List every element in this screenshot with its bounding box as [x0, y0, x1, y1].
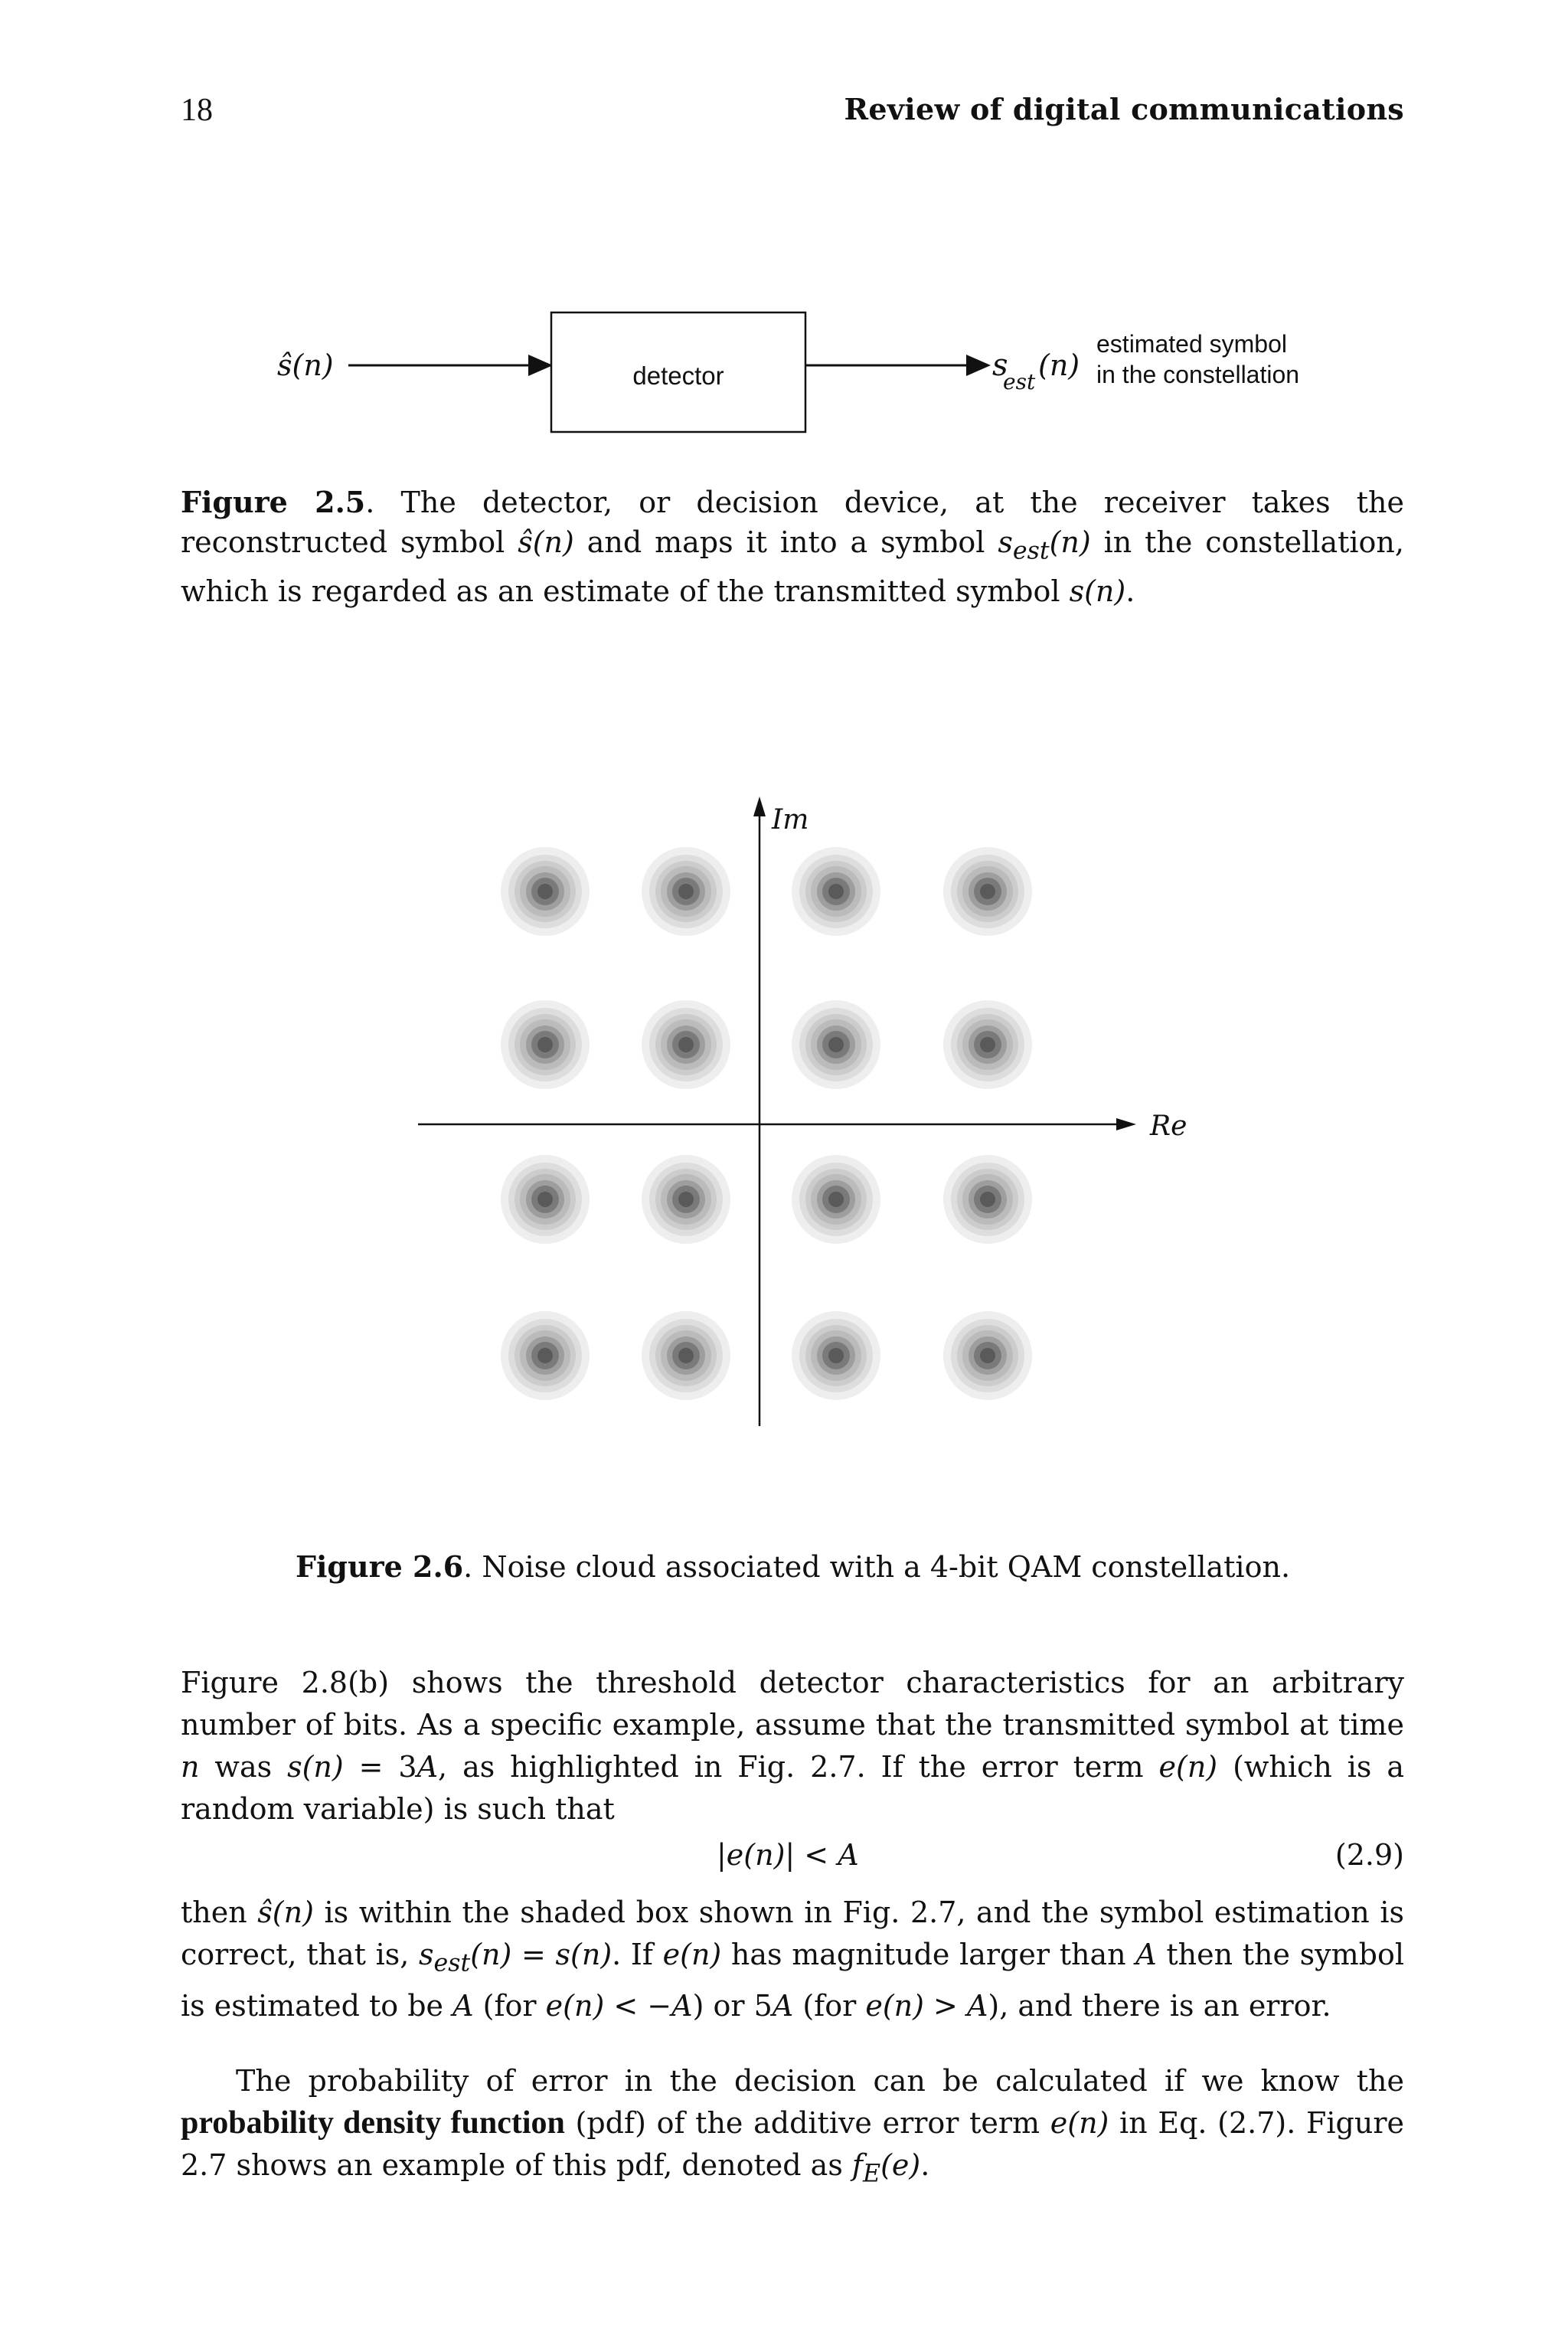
running-head: Review of digital communications	[844, 92, 1404, 126]
im-axis-label: Im	[772, 804, 809, 836]
noise-cloud-symbol	[943, 1155, 1032, 1244]
noise-cloud-symbol	[642, 1311, 730, 1400]
re-axis-label: Re	[1150, 1111, 1187, 1142]
im-axis-arrowhead	[753, 797, 766, 816]
noise-cloud-symbol	[943, 1311, 1032, 1400]
noise-cloud-ring	[537, 884, 553, 899]
math-run: n	[181, 1750, 200, 1784]
math-run: e(n)	[662, 1938, 722, 1971]
math-run: ŝ(n)	[257, 1896, 314, 1929]
text-run: in Eq. (2.7). Figure 2.7 shows an example of this pdf, denoted as	[181, 2106, 1404, 2182]
noise-cloud-ring	[537, 1192, 553, 1207]
caption-text: . The detector, or decision device, at the receiver takes the reconstructed symbol	[181, 486, 1404, 559]
text-run: (for	[473, 1988, 546, 2023]
caption-text: . Noise cloud associated with a 4-bit QAM constellation.	[463, 1550, 1291, 1584]
math-run: (e)	[880, 2148, 921, 2182]
noise-cloud-symbol	[943, 847, 1032, 936]
caption-math: (n)	[1049, 525, 1091, 559]
text-run: then	[181, 1896, 258, 1929]
caption-math: s(n)	[1069, 574, 1126, 608]
text-run: (pdf) of the additive error term	[564, 2106, 1050, 2140]
math-run: (n)	[470, 1938, 512, 1971]
figure-2-6-constellation	[0, 789, 1568, 1432]
noise-cloud-symbol	[642, 1000, 730, 1089]
noise-cloud-ring	[678, 1037, 694, 1052]
output-note-line1: estimated symbol	[1096, 330, 1287, 358]
math-run: e(n)	[1158, 1750, 1218, 1784]
paragraph-2	[181, 1892, 1404, 2027]
noise-cloud-symbol	[501, 847, 590, 936]
caption-text: .	[1125, 574, 1135, 608]
output-subscript: est	[1003, 369, 1036, 394]
caption-math: ŝ(n)	[518, 525, 574, 559]
math-run: A	[416, 1750, 439, 1784]
figure-2-5-diagram	[0, 291, 1568, 467]
output-symbol: s	[992, 348, 1008, 383]
noise-cloud-symbol	[792, 1000, 880, 1089]
text-run: .	[920, 2148, 930, 2182]
noise-cloud-symbol	[642, 847, 730, 936]
noise-cloud-ring	[828, 1037, 844, 1052]
bold-term: probability density function	[181, 2105, 565, 2141]
text-run: ), and there is an error.	[988, 1988, 1331, 2023]
equation-2-9	[181, 1838, 1404, 1884]
text-run: is within the shaded box shown in Fig. 2.7, and the symbol estimation is correct, that is,	[181, 1896, 1404, 1971]
detector-output-label	[992, 348, 1080, 394]
math-run: e(n) < −A	[545, 1988, 693, 2023]
noise-cloud-ring	[980, 1192, 995, 1207]
noise-cloud-ring	[980, 1037, 995, 1052]
figure-2-5-caption	[181, 482, 1404, 611]
text-run: , as highlighted in Fig. 2.7. If the error term	[438, 1750, 1159, 1784]
text-run: was	[199, 1750, 288, 1784]
paragraph-1	[181, 1662, 1404, 1830]
output-note-line2: in the constellation	[1096, 361, 1300, 388]
math-run: A	[1135, 1938, 1157, 1971]
caption-text: in the constellation, which is regarded as an estimate of the transmitted symbol	[181, 525, 1404, 608]
text-run: Figure 2.8(b) shows the threshold detector characteristics for an arbitrary number of bits. As a specific example, assume that the transmitted symbol at time	[181, 1666, 1404, 1742]
math-run: s	[419, 1938, 434, 1971]
noise-cloud-ring	[678, 884, 694, 899]
math-run: e(n) > A	[865, 1988, 988, 2023]
math-run: s(n)	[287, 1750, 344, 1784]
math-run: A	[772, 1988, 794, 2023]
noise-cloud-ring	[828, 884, 844, 899]
noise-cloud-symbol	[792, 1311, 880, 1400]
detector-input-label: ŝ(n)	[277, 348, 334, 382]
math-subscript: E	[863, 2160, 881, 2188]
caption-math-sub: est	[1012, 537, 1050, 565]
text-run: The probability of error in the decision can be calculated if we know the	[236, 2064, 1404, 2098]
noise-cloud-symbol	[943, 1000, 1032, 1089]
noise-cloud-symbol	[501, 1311, 590, 1400]
noise-cloud-ring	[828, 1192, 844, 1207]
output-arrowhead	[966, 355, 991, 376]
noise-cloud-symbol	[792, 847, 880, 936]
noise-cloud-symbol	[792, 1155, 880, 1244]
equation-body: |e(n)| < A	[717, 1838, 859, 1872]
math-subscript: est	[433, 1949, 471, 1977]
noise-cloud-ring	[828, 1348, 844, 1363]
text-run: = 3	[343, 1750, 417, 1784]
output-argument: (n)	[1038, 348, 1080, 382]
noise-cloud-ring	[980, 884, 995, 899]
noise-cloud-ring	[537, 1348, 553, 1363]
equation-number: (2.9)	[1334, 1838, 1404, 1872]
noise-cloud-ring	[678, 1348, 694, 1363]
noise-cloud-symbol	[501, 1155, 590, 1244]
noise-cloud-symbol	[642, 1155, 730, 1244]
paragraph-3	[181, 2060, 1404, 2196]
caption-math: s	[998, 525, 1013, 559]
noise-cloud-symbol	[501, 1000, 590, 1089]
caption-text: and maps it into a symbol	[573, 525, 998, 559]
text-run: ) or 5	[692, 1988, 773, 2023]
text-run: . If	[612, 1938, 663, 1971]
math-run: s(n)	[555, 1938, 612, 1971]
math-run: e(n)	[1050, 2106, 1109, 2140]
caption-label: Figure 2.6	[296, 1549, 464, 1584]
noise-cloud-ring	[537, 1037, 553, 1052]
text-run: has magnitude larger than	[721, 1938, 1136, 1971]
math-run: f	[851, 2148, 863, 2182]
text-run: (for	[793, 1988, 866, 2023]
input-arrowhead	[528, 355, 553, 376]
noise-cloud-ring	[980, 1348, 995, 1363]
text-run: (which is a random variable) is such that	[181, 1750, 1404, 1826]
page-number: 18	[181, 93, 213, 128]
figure-2-6-caption	[296, 1547, 1367, 1587]
text-run: then the symbol is estimated to be	[181, 1938, 1404, 2023]
text-run: =	[511, 1938, 556, 1971]
re-axis-arrowhead	[1116, 1118, 1136, 1130]
caption-label: Figure 2.5	[181, 485, 366, 519]
detector-block-label: detector	[632, 361, 724, 390]
math-run: A	[452, 1988, 474, 2023]
noise-cloud-ring	[678, 1192, 694, 1207]
